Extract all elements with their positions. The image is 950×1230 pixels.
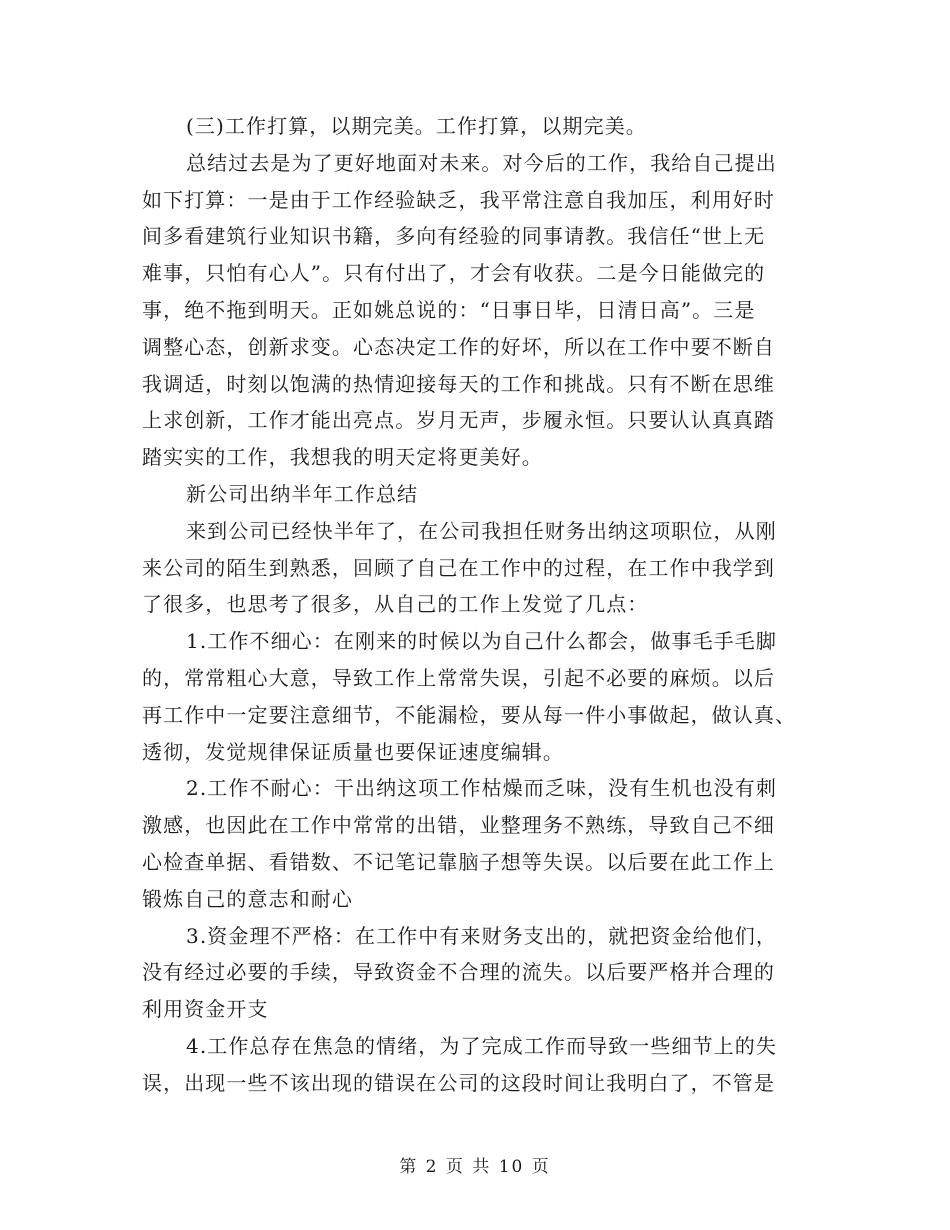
text-line: 没有经过必要的手续，导致资金不合理的流失。以后要严格并合理的 (142, 960, 775, 985)
text-line: (三)工作打算，以期完美。工作打算，以期完美。 (186, 114, 647, 138)
paragraph-point-1 (142, 623, 802, 770)
text-line: 锻炼自己的意志和耐心 (142, 886, 353, 911)
paragraph-point-2 (142, 770, 802, 917)
text-line: 利用资金开支 (142, 997, 269, 1022)
text-line: 心检查单据、看错数、不记笔记靠脑子想等失误。以后要在此工作上 (142, 849, 775, 874)
text-line: 再工作中一定要注意细节，不能漏检，要从每一件小事做起，做认真、 (142, 702, 797, 727)
text-line: 总结过去是为了更好地面对未来。对今后的工作，我给自己提出 (186, 150, 777, 175)
text-line: 来到公司已经快半年了，在公司我担任财务出纳这项职位，从刚 (186, 518, 777, 543)
text-line: 来公司的陌生到熟悉，回顾了自己在工作中的过程，在工作中我学到 (142, 555, 775, 580)
text-line: 事，绝不拖到明天。正如姚总说的：“日事日毕，日清日高”。三是 (142, 297, 756, 322)
text-line: 激感，也因此在工作中常常的出错，业整理务不熟练，导致自己不细 (142, 813, 775, 838)
paragraph-point-4 (142, 1028, 802, 1102)
text-line: 我调适，时刻以饱满的热情迎接每天的工作和挑战。只有不断在思维 (142, 371, 775, 396)
text-line: 透彻，发觉规律保证质量也要保证速度编辑。 (142, 739, 564, 764)
text-line: 2.工作不耐心：干出纳这项工作枯燥而乏味，没有生机也没有刺 (186, 776, 777, 801)
text-line: 新公司出纳半年工作总结 (186, 481, 419, 506)
paragraph-point-3 (142, 918, 802, 1028)
text-line: 1.工作不细心：在刚来的时候以为自己什么都会，做事毛手毛脚 (186, 629, 777, 654)
text-line: 难事，只怕有心人”。只有付出了，才会有收获。二是今日能做完的 (142, 261, 766, 286)
section-title (142, 476, 802, 513)
text-line: 踏实实的工作，我想我的明天定将更美好。 (142, 445, 543, 470)
paragraph-work-plan-heading (142, 108, 802, 145)
paragraph-intro (142, 513, 802, 623)
text-line: 的，常常粗心大意，导致工作上常常失误，引起不必要的麻烦。以后 (142, 665, 775, 690)
text-line: 了很多，也思考了很多，从自己的工作上发觉了几点： (142, 592, 649, 617)
text-line: 如下打算：一是由于工作经验缺乏，我平常注意自我加压，利用好时 (142, 187, 775, 212)
text-line: 3.资金理不严格：在工作中有来财务支出的，就把资金给他们， (186, 923, 777, 948)
text-line: 调整心态，创新求变。心态决定工作的好坏，所以在工作中要不断自 (142, 334, 775, 359)
text-line: 上求创新，工作才能出亮点。岁月无声，步履永恒。只要认认真真踏 (142, 408, 775, 433)
text-line: 间多看建筑行业知识书籍，多向有经验的同事请教。我信任“世上无 (142, 224, 766, 249)
page-number-footer: 第 2 页 共 10 页 (399, 1157, 551, 1177)
text-line: 误，出现一些不该出现的错误在公司的这段时间让我明白了，不管是 (142, 1070, 775, 1095)
document-body (142, 108, 802, 1102)
text-line: 4.工作总存在焦急的情绪，为了完成工作而导致一些细节上的失 (186, 1033, 777, 1058)
paragraph-summary-plan (142, 145, 802, 476)
